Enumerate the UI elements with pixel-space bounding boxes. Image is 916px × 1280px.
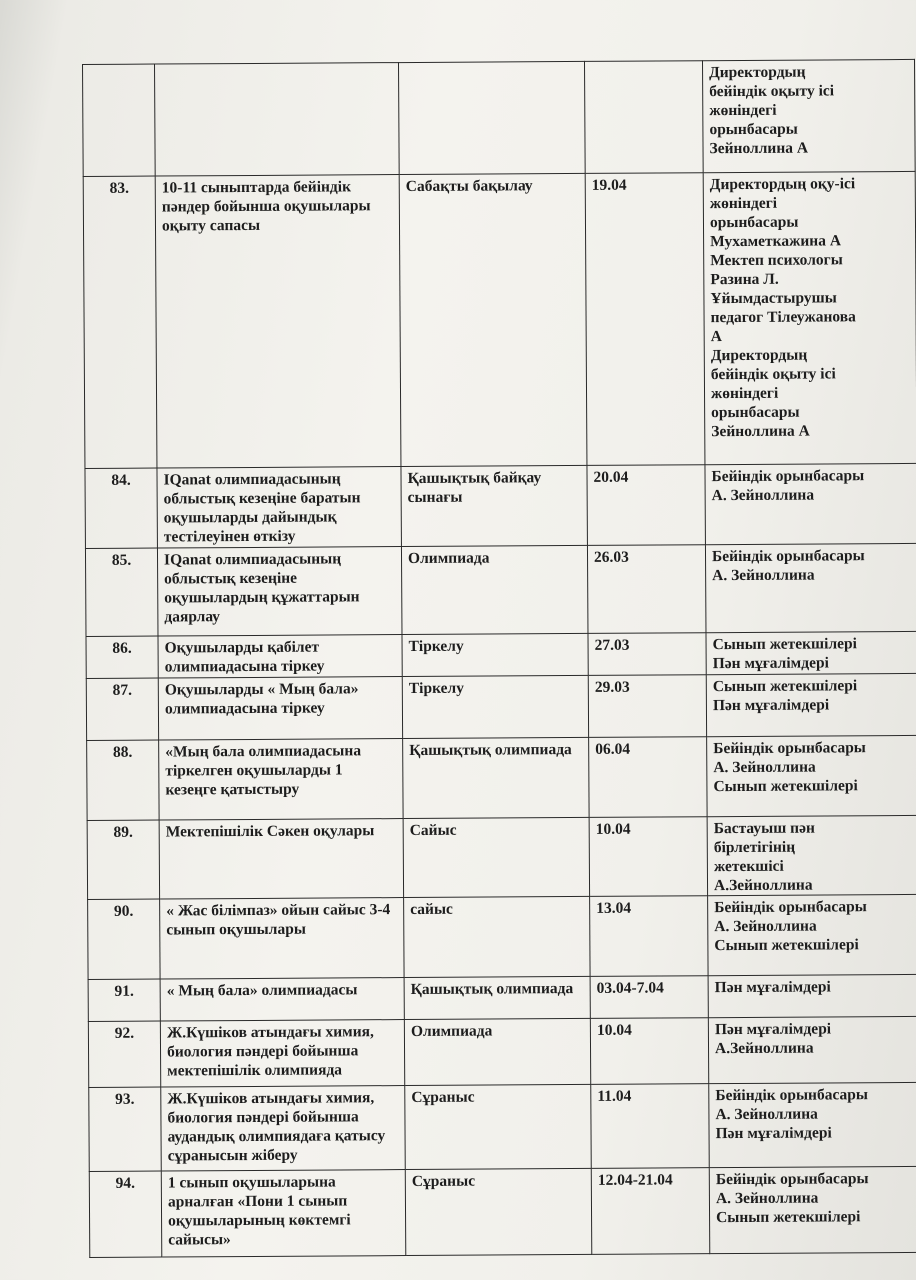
responsible-line: Директордың оқу-ісі [709,175,856,194]
responsible-line: бейіндік оқыту ісі [710,365,836,384]
date-cell: 26.03 [587,545,706,634]
row-number-cell: 91. [88,979,160,1021]
responsible-line: бірлетігінің [713,838,796,857]
responsible-line: Сынып жетекшілері [712,677,858,696]
table-row [85,543,916,636]
row-number-cell: 90. [88,899,160,979]
responsible-line: Пән мұғалімдері [715,1124,832,1143]
responsible-cell [707,815,916,895]
form-cell: Тіркелу [402,633,588,676]
responsible-cell [702,59,915,172]
responsible-cell [708,894,916,975]
row-number-cell: 84. [85,468,157,548]
table-row [83,171,916,468]
table-row [89,1166,916,1257]
responsible-line: А [710,328,722,346]
responsible-line: Разина Л. [710,270,779,289]
responsible-line: Бейіндік орынбасары [715,1170,869,1189]
event-cell: Оқушыларды қабілет олимпиадасына тіркеу [158,635,402,678]
table-row [87,815,916,899]
responsible-line: жетекшісі [713,857,784,876]
date-cell: 12.04-21.04 [591,1168,710,1255]
responsible-line: Бейіндік орынбасары [714,898,867,917]
row-number-cell: 94. [89,1171,162,1257]
responsible-cell [709,1166,916,1253]
responsible-line: Мухаметкажина А [710,232,842,251]
table-row [86,673,916,740]
table-row [88,894,916,979]
form-cell: Қашықтық олимпиада [404,976,590,1019]
event-cell [155,63,400,176]
table-row [85,463,916,548]
responsible-line: Ұйымдастырушы [710,289,837,308]
date-cell: 06.04 [589,737,707,818]
event-cell: 1 сынып оқушыларына арналған «Пони 1 сынып оқушыларының көктемгі сайысы» [161,1170,406,1257]
responsible-line: А. Зейноллина [712,566,815,585]
form-cell: Сайыс [403,817,589,897]
responsible-line: Бейіндік орынбасары [715,1086,869,1105]
form-cell: Қашықтық байқау сынағы [401,465,587,546]
responsible-cell [705,543,916,632]
event-cell: «Мың бала олимпиадасына тіркелген оқушыларды 1 кезеңге қатыстыру [159,739,403,820]
responsible-line: Бейіндік орынбасары [713,739,866,758]
event-cell: IQanat олимпиадасының облыстық кезеңіне оқушылардың құжаттарын даярлау [157,547,402,636]
responsible-line: А. Зейноллина [715,1105,818,1124]
responsible-cell [705,463,916,544]
responsible-line: Директордың [709,63,806,82]
event-cell: Ж.Күшіков атындағы химия, биология пәндері бойынша мектепішілік олимпияда [160,1020,404,1087]
form-cell [398,61,585,174]
row-number-cell: 93. [89,1087,162,1171]
event-cell: Оқушыларды « Мың бала» олимпиадасына тіркеу [158,677,402,740]
responsible-line: Сынып жетекшілері [716,1208,861,1227]
event-cell: IQanat олимпиадасының облыстық кезеңіне баратын оқушыларды дайындық тестілеуінен өткізу [157,467,401,548]
row-number-cell: 88. [87,740,159,820]
date-cell: 03.04-7.04 [590,976,708,1019]
date-cell: 20.04 [587,465,705,546]
form-cell: Олимпиада [404,1018,590,1085]
table-row [89,1082,916,1171]
responsible-line: Сынып жетекшілері [713,777,858,796]
responsible-line: орынбасары [709,213,799,232]
event-cell: « Жас білімпаз» ойын сайыс 3-4 сынып оқушылары [160,898,404,979]
responsible-line: Сынып жетекшілері [714,936,859,955]
row-number-cell: 89. [87,820,159,899]
row-number-cell: 85. [85,548,158,636]
form-cell: Тіркелу [402,675,588,738]
responsible-line: орынбасары [711,403,800,422]
event-cell: Мектепішілік Сәкен оқулары [159,819,403,899]
date-cell: 19.04 [585,173,705,466]
responsible-line: Бейіндік орынбасары [711,467,865,486]
responsible-line: Директордың [710,346,808,365]
responsible-cell [709,1082,916,1167]
responsible-line: Мектеп психологы [710,251,843,270]
event-cell: 10-11 сыныптарда бейіндік пәндер бойынша оқушылары оқыту сапасы [155,175,401,468]
form-cell: сайыс [404,896,590,977]
table-row [88,974,916,1021]
row-number-cell [83,64,156,176]
responsible-line: Зейноллина А [711,422,810,441]
responsible-line: педагог Тілеужанова [710,308,856,327]
responsible-line: Бастауыш пән [713,819,815,838]
responsible-line: жөніндегі [710,384,779,403]
date-cell: 29.03 [588,675,706,738]
form-cell: Сұраныс [405,1084,592,1169]
responsible-line: Пән мұғалімдері [714,978,831,997]
responsible-line: жөніндегі [709,101,777,120]
row-number-cell: 92. [88,1021,160,1087]
row-number-cell: 86. [86,636,158,678]
table-row [87,735,916,820]
responsible-line: А. Зейноллина [711,486,815,505]
row-number-cell: 87. [86,678,158,740]
table-row [83,59,916,176]
row-number-cell: 83. [83,176,157,468]
responsible-line: Сынып жетекшілері [712,635,857,654]
event-cell: Ж.Күшіков атындағы химия, биология пәндері бойынша аудандық олимпиядаға қатысу сұранысын жіберу [161,1086,406,1171]
date-cell: 11.04 [591,1084,710,1169]
responsible-line: А. Зейноллина [714,917,817,936]
responsible-line: Пән мұғалімдері [714,1020,832,1039]
table-row [86,631,916,678]
date-cell: 13.04 [590,896,708,977]
date-cell [584,61,703,174]
responsible-line: Пән мұғалімдері [712,696,830,715]
form-cell: Олимпиада [401,545,588,634]
responsible-line: А.Зейноллина [714,1039,814,1058]
responsible-line: А.Зейноллина [713,876,813,895]
responsible-line: жөніндегі [709,194,778,213]
responsible-cell [703,171,916,464]
responsible-line: Пән мұғалімдері [712,654,829,673]
date-cell: 10.04 [590,1018,708,1085]
date-cell: 27.03 [588,633,706,676]
responsible-line: орынбасары [709,120,798,139]
plan-table-body [83,59,916,1257]
table-row [88,1016,916,1087]
form-cell: Сұраныс [405,1168,592,1255]
responsible-cell [708,1016,916,1083]
responsible-line: А. Зейноллина [715,1189,819,1208]
responsible-cell [706,673,916,736]
responsible-line: Зейноллина А [709,139,809,158]
form-cell: Қашықтық олимпиада [403,737,589,818]
responsible-line: Бейіндік орынбасары [711,547,865,566]
responsible-cell [706,631,916,674]
form-cell: Сабақты бақылау [399,173,587,466]
responsible-cell [708,974,916,1017]
responsible-line: А. Зейноллина [713,758,816,777]
responsible-line: бейіндік оқыту ісі [709,82,835,101]
event-cell: « Мың бала» олимпиадасы [160,978,404,1021]
date-cell: 10.04 [589,817,707,897]
plan-table [82,59,916,1258]
responsible-cell [707,735,916,816]
